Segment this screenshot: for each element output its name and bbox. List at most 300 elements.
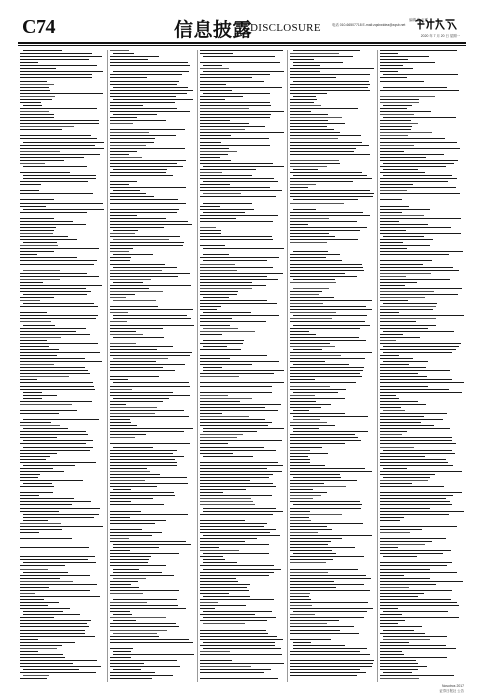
text-line: [110, 251, 129, 252]
text-line: [380, 663, 418, 664]
text-line: [200, 639, 283, 640]
text-line: [23, 395, 57, 396]
text-line: [200, 407, 265, 408]
text-line: [380, 148, 460, 149]
text-line: [290, 669, 360, 670]
text-line: [110, 361, 156, 362]
text-line: [290, 215, 370, 216]
text-line: [380, 520, 400, 521]
text-line: [113, 620, 136, 621]
text-line: [380, 264, 423, 265]
text-line: [380, 334, 403, 335]
text-line: [110, 453, 173, 454]
text-line: [110, 416, 189, 417]
text-line: [380, 544, 425, 545]
text-line: [200, 669, 271, 670]
text-line: [20, 172, 70, 173]
text-line: [110, 215, 137, 216]
text-line: [383, 117, 456, 118]
text-line: [203, 312, 251, 313]
text-line: [380, 379, 452, 380]
text-line: [200, 422, 272, 423]
text-line: [23, 178, 96, 179]
text-line: [23, 270, 60, 271]
text-line: [200, 434, 243, 435]
text-line: [113, 71, 189, 72]
text-line: [20, 331, 76, 332]
text-line: [380, 431, 407, 432]
text-line: [203, 559, 225, 560]
text-line: [20, 190, 39, 191]
text-line: [293, 553, 336, 554]
text-line: [110, 181, 137, 182]
text-line: [290, 239, 358, 240]
text-line: [290, 105, 321, 106]
text-line: [293, 477, 341, 478]
text-line: [20, 221, 73, 222]
text-line: [200, 404, 281, 405]
text-line: [23, 483, 52, 484]
text-line: [20, 672, 96, 673]
text-line: [110, 218, 166, 219]
text-line: [383, 672, 412, 673]
text-line: [20, 434, 88, 435]
text-line: [290, 386, 330, 387]
text-line: [200, 520, 245, 521]
text-line: [380, 50, 457, 51]
text-line: [380, 434, 402, 435]
text-line: [380, 123, 418, 124]
text-line: [200, 636, 277, 637]
text-line: [20, 459, 46, 460]
text-line: [290, 181, 353, 182]
text-line: [113, 578, 146, 579]
text-line: [20, 239, 77, 240]
text-line: [200, 331, 255, 332]
text-line: [203, 65, 222, 66]
text-line: [110, 532, 162, 533]
text-line: [203, 553, 269, 554]
section-title-en: DISCLOSURE: [250, 22, 321, 34]
text-line: [290, 379, 315, 380]
text-line: [380, 514, 449, 515]
text-line: [110, 227, 164, 228]
text-line: [380, 471, 462, 472]
text-line: [200, 169, 256, 170]
text-line: [110, 581, 138, 582]
text-line: [380, 504, 452, 505]
text-line: [290, 590, 370, 591]
text-line: [20, 456, 50, 457]
text-line: [380, 142, 457, 143]
text-line: [110, 376, 159, 377]
text-line: [290, 559, 333, 560]
column-divider: [107, 50, 108, 682]
text-line: [20, 206, 46, 207]
text-line: [200, 401, 240, 402]
text-line: [20, 297, 54, 298]
text-line: [380, 349, 456, 350]
text-line: [383, 169, 418, 170]
text-line: [290, 87, 368, 88]
text-line: [110, 221, 188, 222]
text-line: [203, 596, 250, 597]
text-line: [290, 135, 361, 136]
text-line: [20, 352, 100, 353]
text-line: [20, 81, 47, 82]
text-line: [110, 504, 164, 505]
text-line: [20, 102, 41, 103]
text-line: [200, 230, 221, 231]
text-line: [200, 129, 245, 130]
text-line: [20, 559, 88, 560]
text-line: [23, 294, 87, 295]
text-line: [290, 193, 374, 194]
text-line: [20, 504, 72, 505]
text-line: [380, 199, 402, 200]
text-line: [380, 401, 418, 402]
text-line: [110, 245, 183, 246]
text-line: [110, 264, 165, 265]
text-line: [200, 651, 230, 652]
text-line: [203, 456, 253, 457]
text-line: [200, 196, 276, 197]
text-line: [200, 447, 264, 448]
text-line: [293, 648, 367, 649]
text-line: [200, 489, 246, 490]
text-line: [110, 529, 142, 530]
text-line: [23, 517, 94, 518]
text-line: [380, 526, 457, 527]
text-line: [380, 553, 443, 554]
text-line: [290, 142, 362, 143]
text-line: [20, 328, 86, 329]
text-line: [290, 257, 326, 258]
text-line: [20, 547, 89, 548]
text-line: [380, 529, 422, 530]
text-line: [20, 605, 48, 606]
text-line: [290, 160, 339, 161]
text-line: [290, 620, 339, 621]
text-line: [380, 492, 462, 493]
text-line: [290, 178, 372, 179]
text-line: [20, 300, 40, 301]
text-line: [20, 361, 102, 362]
text-line: [200, 382, 284, 383]
text-line: [383, 410, 405, 411]
text-line: [203, 248, 284, 249]
text-line: [380, 56, 429, 57]
text-line: [380, 422, 421, 423]
text-line: [290, 462, 310, 463]
text-line: [380, 511, 464, 512]
text-column: [200, 50, 284, 682]
text-line: [290, 291, 322, 292]
text-line: [380, 651, 402, 652]
text-line: [290, 675, 357, 676]
text-line: [23, 209, 104, 210]
text-line: [200, 175, 252, 176]
text-line: [20, 184, 41, 185]
text-line: [290, 538, 342, 539]
text-line: [380, 623, 398, 624]
text-line: [380, 578, 430, 579]
text-line: [380, 590, 452, 591]
text-line: [20, 90, 50, 91]
text-line: [110, 270, 162, 271]
text-line: [20, 291, 91, 292]
text-line: [380, 294, 458, 295]
text-line: [20, 508, 100, 509]
text-line: [20, 343, 98, 344]
text-line: [20, 227, 56, 228]
text-line: [380, 508, 430, 509]
text-line: [110, 590, 179, 591]
text-line: [200, 102, 270, 103]
text-line: [110, 523, 155, 524]
text-line: [113, 239, 169, 240]
text-line: [293, 431, 368, 432]
text-line: [200, 126, 265, 127]
text-line: [290, 584, 364, 585]
text-line: [290, 456, 308, 457]
text-line: [290, 401, 316, 402]
text-line: [290, 465, 325, 466]
text-line: [380, 227, 451, 228]
text-line: [113, 87, 188, 88]
text-line: [380, 68, 413, 69]
text-line: [200, 398, 252, 399]
text-line: [20, 486, 54, 487]
contact-line: 电话 010-66507718 E-mail:zqsbwidea@zqsb.net: [332, 23, 406, 27]
text-line: [110, 50, 129, 51]
issue-date: 2020 年 7 月 20 日 星期一: [420, 34, 460, 38]
text-line: [110, 535, 152, 536]
text-line: [380, 206, 409, 207]
text-line: [20, 501, 91, 502]
text-line: [200, 184, 230, 185]
text-line: [23, 242, 57, 243]
text-line: [290, 303, 323, 304]
text-line: [110, 166, 183, 167]
text-line: [293, 325, 370, 326]
text-line: [290, 425, 335, 426]
text-line: [380, 254, 449, 255]
text-line: [380, 678, 419, 679]
text-line: [290, 443, 345, 444]
text-line: [113, 614, 132, 615]
text-line: [110, 294, 135, 295]
text-line: [380, 181, 448, 182]
text-line: [380, 675, 454, 676]
text-line: [110, 639, 189, 640]
text-line: [200, 257, 279, 258]
text-line: [20, 71, 103, 72]
text-line: [203, 617, 276, 618]
text-line: [20, 273, 87, 274]
text-line: [290, 663, 373, 664]
text-line: [200, 245, 225, 246]
text-line: [20, 337, 61, 338]
text-line: [290, 166, 327, 167]
text-line: [20, 199, 54, 200]
text-line: [200, 468, 267, 469]
text-line: [110, 123, 133, 124]
text-line: [380, 440, 452, 441]
text-line: [200, 666, 251, 667]
text-line: [380, 145, 414, 146]
text-line: [380, 581, 463, 582]
text-line: [200, 321, 266, 322]
text-line: [110, 477, 187, 478]
text-line: [380, 486, 444, 487]
text-line: [20, 651, 38, 652]
text-line: [200, 294, 237, 295]
text-line: [200, 309, 217, 310]
text-line: [380, 282, 417, 283]
text-line: [110, 630, 167, 631]
text-line: [380, 547, 398, 548]
page-number: C74: [22, 16, 55, 38]
text-line: [293, 416, 368, 417]
text-line: [200, 495, 272, 496]
page-footer: [439, 684, 464, 694]
text-line: [110, 413, 155, 414]
text-line: [110, 450, 177, 451]
text-line: [290, 437, 358, 438]
text-line: [110, 129, 185, 130]
text-line: [290, 59, 314, 60]
text-line: [200, 529, 276, 530]
text-line: [20, 526, 103, 527]
text-line: [110, 77, 147, 78]
text-line: [380, 425, 434, 426]
text-line: [20, 245, 58, 246]
text-line: [200, 157, 220, 158]
text-line: [200, 273, 283, 274]
text-line: [200, 68, 229, 69]
text-line: [380, 218, 461, 219]
text-line: [110, 410, 184, 411]
text-line: [290, 575, 366, 576]
text-line: [110, 465, 177, 466]
text-line: [290, 154, 370, 155]
text-line: [20, 254, 37, 255]
text-line: [110, 556, 151, 557]
text-line: [20, 623, 87, 624]
text-line: [110, 617, 166, 618]
text-line: [200, 532, 270, 533]
text-line: [110, 297, 126, 298]
text-line: [20, 401, 92, 402]
text-line: [200, 148, 229, 149]
text-line: [20, 251, 54, 252]
text-line: [203, 642, 275, 643]
text-line: [380, 318, 436, 319]
text-line: [200, 135, 231, 136]
text-line: [200, 334, 222, 335]
text-line: [113, 190, 140, 191]
text-line: [110, 495, 175, 496]
text-line: [200, 132, 284, 133]
text-line: [23, 325, 55, 326]
text-line: [20, 593, 35, 594]
text-line: [200, 325, 230, 326]
text-line: [290, 276, 357, 277]
text-line: [200, 672, 264, 673]
text-line: [110, 285, 191, 286]
text-line: [20, 99, 52, 100]
text-line: [23, 303, 94, 304]
text-line: [290, 343, 330, 344]
text-line: [20, 340, 47, 341]
text-line: [293, 209, 316, 210]
text-line: [380, 538, 446, 539]
text-line: [290, 617, 364, 618]
text-line: [200, 590, 249, 591]
text-line: [113, 337, 164, 338]
text-line: [110, 565, 166, 566]
text-line: [200, 608, 215, 609]
text-line: [200, 209, 254, 210]
text-line: [20, 413, 59, 414]
text-line: [23, 447, 93, 448]
text-line: [290, 508, 361, 509]
text-line: [380, 62, 435, 63]
text-line: [110, 328, 163, 329]
text-line: [380, 373, 418, 374]
text-line: [20, 523, 61, 524]
text-line: [380, 242, 403, 243]
text-line: [200, 514, 273, 515]
text-line: [380, 111, 431, 112]
section-title: 信息披露: [174, 19, 253, 41]
text-line: [290, 404, 331, 405]
text-line: [290, 489, 313, 490]
text-line: [290, 666, 372, 667]
text-line: [293, 349, 322, 350]
text-line: [203, 569, 281, 570]
text-line: [380, 660, 416, 661]
text-line: [200, 523, 267, 524]
text-line: [110, 422, 131, 423]
text-line: [200, 221, 273, 222]
text-line: [110, 81, 179, 82]
text-line: [380, 437, 452, 438]
text-line: [113, 282, 143, 283]
text-line: [380, 614, 402, 615]
text-line: [20, 617, 54, 618]
text-line: [380, 541, 432, 542]
text-line: [290, 602, 368, 603]
text-line: [200, 614, 255, 615]
text-line: [20, 117, 54, 118]
text-line: [110, 349, 157, 350]
text-line: [110, 474, 160, 475]
text-line: [110, 199, 178, 200]
text-line: [113, 99, 193, 100]
text-line: [20, 62, 38, 63]
text-line: [110, 105, 143, 106]
text-line: [380, 53, 398, 54]
text-line: [380, 99, 419, 100]
column-divider: [377, 50, 378, 682]
text-line: [113, 669, 141, 670]
text-line: [20, 87, 49, 88]
text-line: [200, 477, 269, 478]
text-line: [200, 160, 231, 161]
text-line: [200, 288, 252, 289]
